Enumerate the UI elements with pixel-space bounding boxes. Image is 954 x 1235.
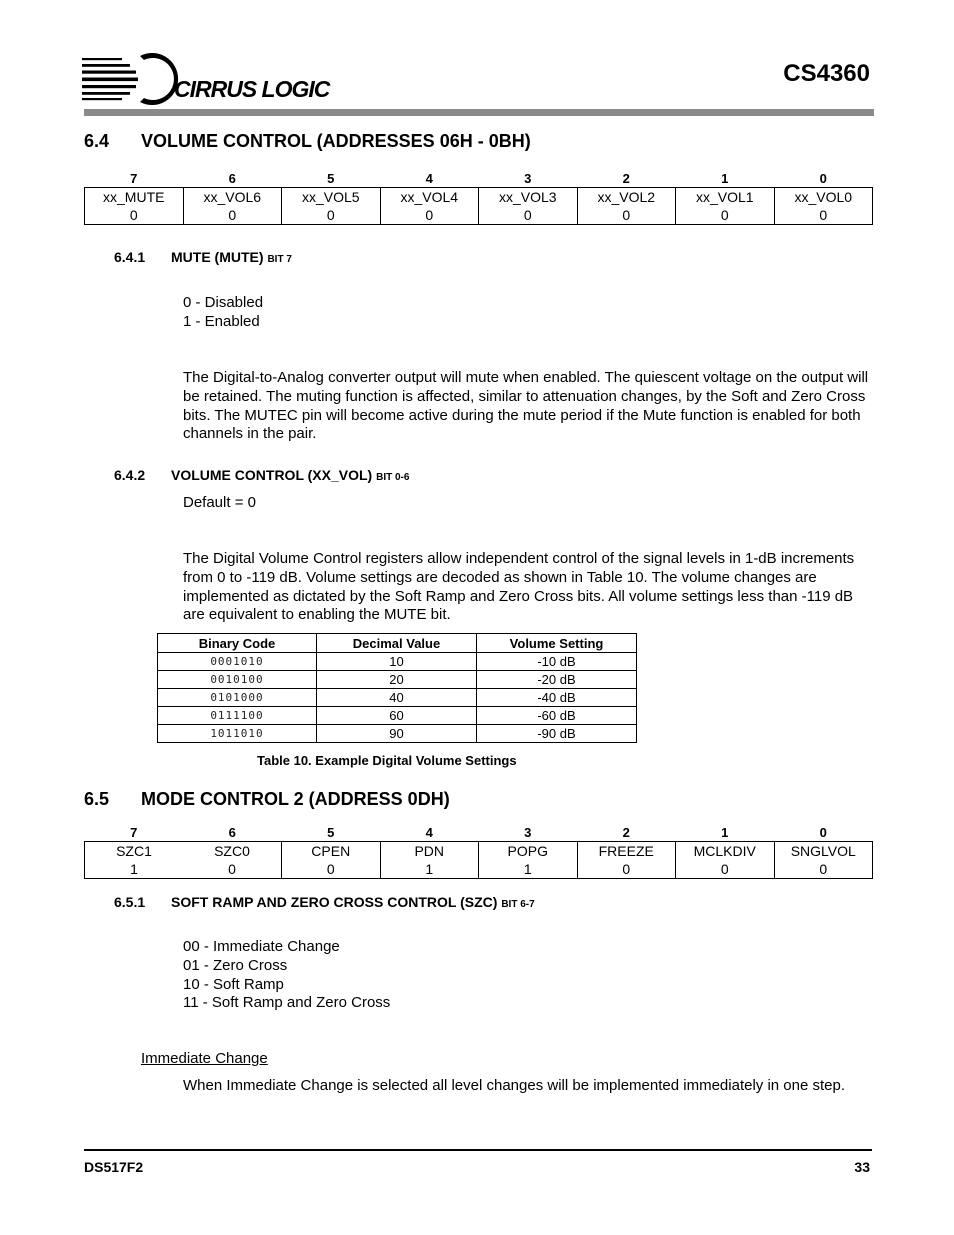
bit-name: SZC1 — [85, 842, 184, 861]
bit-number: 5 — [327, 171, 335, 186]
bit-default: 0 — [577, 860, 676, 879]
bit-label: BIT 7 — [267, 254, 292, 265]
section-title: MUTE (MUTE) — [171, 249, 264, 265]
bit-default: 0 — [676, 860, 775, 879]
section-title: MODE CONTROL 2 (ADDRESS 0DH) — [141, 789, 450, 809]
bit-default: 0 — [282, 206, 381, 225]
column-header: Decimal Value — [317, 634, 477, 653]
bit-name: xx_VOL3 — [479, 188, 578, 207]
szc-option: 01 - Zero Cross — [183, 957, 288, 974]
bit-default-row — [85, 860, 873, 879]
mute-description: The Digital-to-Analog converter output will mute when enabled. The quiescent voltage on the output will be retained. The muting function is affected, similar to attenuation changes, by the Soft and Zero Cross bits. The MUTEC pin will become active during the mute period if the Mute function is enabled for both channels in the pair. — [183, 369, 869, 443]
bit-name: xx_MUTE — [85, 188, 184, 207]
cirrus-logic-logo — [82, 48, 332, 108]
bit-number: 4 — [425, 825, 433, 840]
section-title: VOLUME CONTROL (ADDRESSES 06H - 0BH) — [141, 131, 531, 151]
decimal-value-cell: 40 — [317, 689, 477, 707]
volume-setting-cell: -60 dB — [477, 707, 637, 725]
bit-name: xx_VOL1 — [676, 188, 775, 207]
bit-number: 0 — [819, 171, 827, 186]
mute-option: 1 - Enabled — [183, 313, 260, 330]
bit-label: BIT 0-6 — [376, 472, 410, 483]
bit-number: 3 — [524, 171, 532, 186]
bit-number: 2 — [622, 171, 630, 186]
bit-number: 4 — [425, 171, 433, 186]
bit-name: FREEZE — [577, 842, 676, 861]
decimal-value-cell: 60 — [317, 707, 477, 725]
bit-default: 0 — [676, 206, 775, 225]
section-number: 6.4.1 — [114, 249, 146, 265]
szc-option: 00 - Immediate Change — [183, 938, 340, 955]
bit-name: PDN — [380, 842, 479, 861]
decimal-value-cell: 20 — [317, 671, 477, 689]
section-number: 6.5.1 — [114, 894, 146, 910]
bit-default: 0 — [479, 206, 578, 225]
bit-number: 1 — [721, 825, 729, 840]
section-6-5-heading — [84, 789, 450, 810]
bit-default: 0 — [774, 860, 873, 879]
mode-control-2-register-table — [84, 824, 873, 879]
logo-swoosh-icon — [82, 48, 182, 108]
bit-default: 0 — [380, 206, 479, 225]
immediate-change-subheading: Immediate Change — [141, 1050, 268, 1067]
bit-default: 0 — [577, 206, 676, 225]
decimal-value-cell: 90 — [317, 725, 477, 743]
bit-number: 6 — [228, 825, 236, 840]
section-number: 6.4.2 — [114, 467, 146, 483]
bit-default-row — [85, 206, 873, 225]
section-6-4-2-heading — [114, 467, 409, 483]
column-header: Volume Setting — [477, 634, 637, 653]
table-row — [158, 671, 637, 689]
bit-number-row — [85, 170, 873, 188]
table-caption: Table 10. Example Digital Volume Settings — [257, 753, 517, 768]
volume-default: Default = 0 — [183, 494, 256, 511]
mute-option: 0 - Disabled — [183, 294, 264, 311]
szc-option: 10 - Soft Ramp — [183, 976, 284, 993]
bit-number: 3 — [524, 825, 532, 840]
bit-default: 1 — [85, 860, 184, 879]
section-number: 6.4 — [84, 131, 110, 151]
volume-setting-cell: -10 dB — [477, 653, 637, 671]
bit-name-row — [85, 842, 873, 861]
binary-code-cell: 0111100 — [158, 707, 317, 725]
bit-number: 1 — [721, 171, 729, 186]
bit-label: BIT 6-7 — [501, 899, 535, 910]
bit-number: 0 — [819, 825, 827, 840]
bit-name-row — [85, 188, 873, 207]
bit-default: 0 — [183, 206, 282, 225]
volume-control-register-table — [84, 170, 873, 225]
document-title: CS4360 — [783, 60, 870, 87]
section-title: SOFT RAMP AND ZERO CROSS CONTROL (SZC) — [171, 894, 498, 910]
bit-name: SZC0 — [183, 842, 282, 861]
table-row — [158, 707, 637, 725]
volume-setting-cell: -40 dB — [477, 689, 637, 707]
binary-code-cell: 0010100 — [158, 671, 317, 689]
bit-number: 2 — [622, 825, 630, 840]
bit-number-row — [85, 824, 873, 842]
section-6-4-1-heading — [114, 249, 292, 265]
szc-option: 11 - Soft Ramp and Zero Cross — [183, 994, 391, 1011]
bit-name: POPG — [479, 842, 578, 861]
bit-number: 5 — [327, 825, 335, 840]
footer-doc-id: DS517F2 — [84, 1159, 144, 1175]
bit-default: 0 — [183, 860, 282, 879]
bit-name: xx_VOL4 — [380, 188, 479, 207]
bit-default: 0 — [85, 206, 184, 225]
table-row — [158, 689, 637, 707]
binary-code-cell: 0001010 — [158, 653, 317, 671]
bit-default: 0 — [774, 206, 873, 225]
bit-number: 7 — [130, 171, 138, 186]
volume-setting-cell: -20 dB — [477, 671, 637, 689]
binary-code-cell: 0101000 — [158, 689, 317, 707]
section-6-4-heading — [84, 131, 531, 152]
table-row — [158, 725, 637, 743]
bit-number: 7 — [130, 825, 138, 840]
bit-name: xx_VOL5 — [282, 188, 381, 207]
bit-default: 1 — [380, 860, 479, 879]
bit-name: MCLKDIV — [676, 842, 775, 861]
bit-name: xx_VOL0 — [774, 188, 873, 207]
column-header: Binary Code — [158, 634, 317, 653]
bit-name: CPEN — [282, 842, 381, 861]
bit-name: SNGLVOL — [774, 842, 873, 861]
table-row — [158, 653, 637, 671]
section-6-5-1-heading — [114, 894, 535, 910]
volume-setting-cell: -90 dB — [477, 725, 637, 743]
header-rule — [84, 109, 874, 116]
bit-number: 6 — [228, 171, 236, 186]
bit-default: 0 — [282, 860, 381, 879]
footer-rule — [84, 1149, 872, 1151]
binary-code-cell: 1011010 — [158, 725, 317, 743]
table-header-row — [158, 634, 637, 653]
immediate-change-description: When Immediate Change is selected all level changes will be implemented immediately in one step. — [183, 1077, 846, 1094]
volume-settings-table — [157, 633, 637, 743]
logo-text: CIRRUS LOGIC — [174, 76, 330, 102]
volume-description: The Digital Volume Control registers allow independent control of the signal levels in 1-dB increments from 0 to -119 dB. Volume settings are decoded as shown in Table 10. The volume changes are implemented as dictated by the Soft Ramp and Zero Cross bits. All volume settings less than -119 dB are equivalent to enabling the MUTE bit. — [183, 550, 855, 624]
bit-name: xx_VOL6 — [183, 188, 282, 207]
section-title: VOLUME CONTROL (XX_VOL) — [171, 467, 373, 483]
decimal-value-cell: 10 — [317, 653, 477, 671]
bit-default: 1 — [479, 860, 578, 879]
section-number: 6.5 — [84, 789, 110, 809]
bit-name: xx_VOL2 — [577, 188, 676, 207]
page-number: 33 — [854, 1159, 870, 1175]
